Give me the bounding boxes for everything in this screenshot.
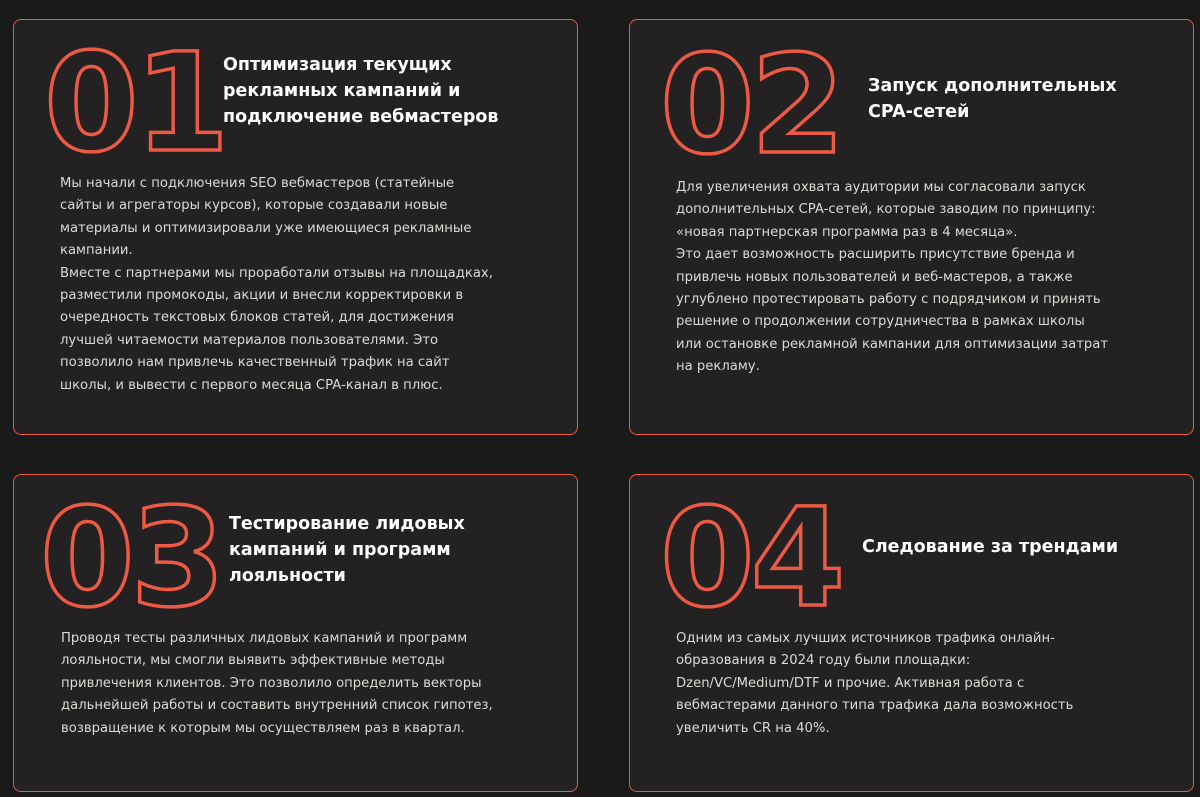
card-03-text: Проводя тесты различных лидовых кампаний и программ лояльности, мы смогли выявить эффективные методы привлечения клиентов. Это позволило определить векторы дальнейшей работы и составить внутренний список гипотез, возвращение к которым мы осуществляем раз в квартал. (61, 631, 493, 736)
card-04 (629, 474, 1194, 792)
number-04 (660, 480, 860, 638)
card-03-title: Тестирование лидовых кампаний и программ лояльности (229, 514, 465, 586)
card-03 (13, 474, 578, 792)
svg-text:02: 02 (660, 27, 842, 185)
card-02-text: Для увеличения охвата аудитории мы согласовали запуск дополнительных CPA-сетей, которые заводим по принципу: «новая партнерская программа раз в 4 месяца». Это дает возможность расширить присутствие бренда и привлечь новых пользователей и веб-мастеров, а также углублено протестировать работу с подрядчиком и принять решение о продолжении сотрудничества в рамках школы или остановке рекламной кампании для оптимизации затрат на рекламу. (676, 180, 1109, 375)
card-04-text: Одним из самых лучших источников трафика онлайн- образования в 2024 году были площадки: Dzen/VC/Medium/DTF и прочие. Активная работа с вебмастерами данного типа трафика дала возможность увеличить CR на 40%. (676, 631, 1074, 736)
card-02 (629, 19, 1194, 435)
svg-text:01: 01 (44, 25, 226, 183)
svg-text:03: 03 (40, 480, 222, 638)
number-03 (40, 480, 240, 638)
card-01-title: Оптимизация текущих рекламных кампаний и подключение вебмастеров (223, 55, 499, 127)
number-02 (660, 27, 860, 185)
card-01 (13, 19, 578, 435)
card-02-title: Запуск дополнительных CPA-сетей (868, 76, 1117, 122)
svg-text:04: 04 (660, 480, 842, 638)
card-04-title: Следование за трендами (862, 537, 1119, 557)
number-01 (44, 25, 244, 183)
card-01-text: Мы начали с подключения SEO вебмастеров (статейные сайты и агрегаторы курсов), которые создавали новые материалы и оптимизировали уже имеющиеся рекламные кампании. Вместе с партнерами мы проработали отзывы на площадках, разместили промокоды, акции и внесли корректировки в очередность текстовых блоков статей, для достижения лучшей читаемости материалов пользователями. Это позволило нам привлечь качественный трафик на сайт школы, и вывести с первого месяца CPA-канал в плюс. (60, 176, 493, 393)
